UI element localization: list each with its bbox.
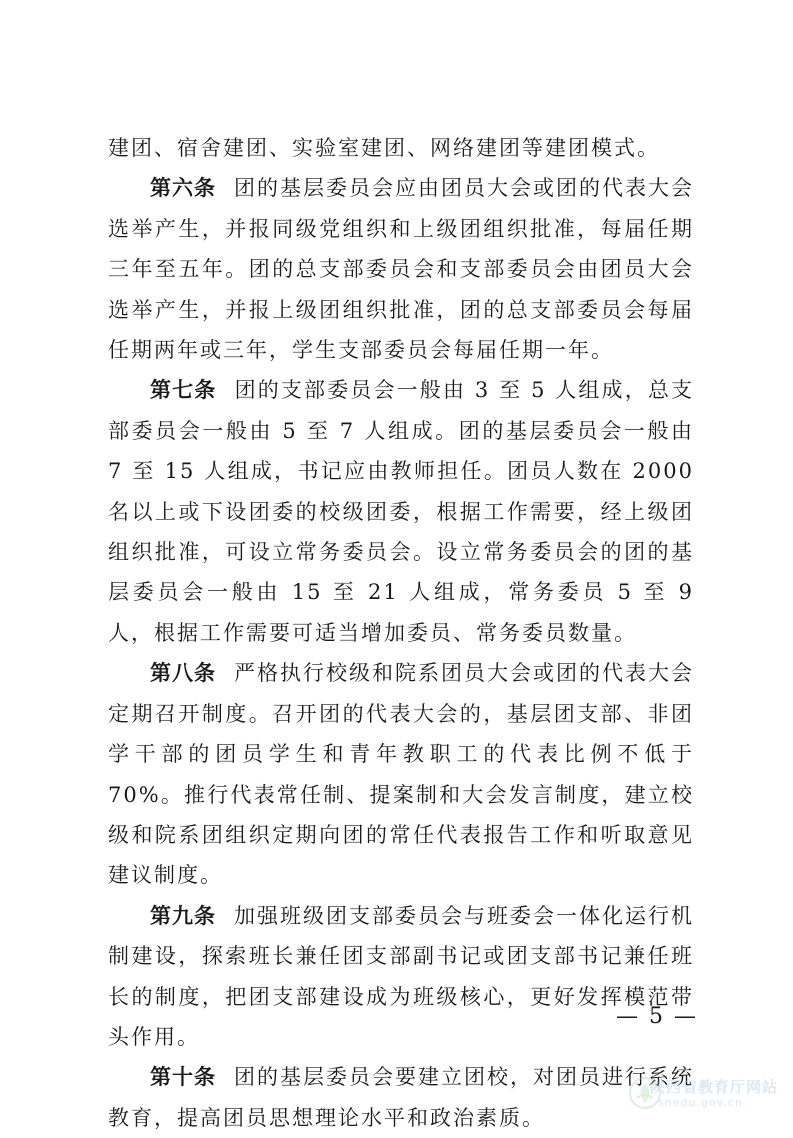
article-7 bbox=[108, 370, 694, 653]
article-label: 第八条 bbox=[150, 660, 216, 686]
article-text: 严格执行校级和院系团员大会或团的代表大会定期召开制度。召开团的代表大会的，基层团支部、非团学干部的团员学生和青年教职工的代表比例不低于 70%。推行代表常任制、提案制和大会发言制度，建立校级和院系团组织定期向团的常任代表报告工作和听取意见建议制度。 bbox=[108, 661, 694, 888]
article-label: 第九条 bbox=[150, 902, 216, 928]
article-label: 第六条 bbox=[150, 175, 216, 201]
article-9 bbox=[108, 896, 694, 1058]
article-label: 第十条 bbox=[150, 1064, 216, 1090]
article-text: 团的基层委员会要建立团校，对团员进行系统教育，提高团员思想理论水平和政治素质。 bbox=[108, 1065, 694, 1130]
watermark-site-name: 陕西省教育厅网站 bbox=[650, 1078, 779, 1096]
article-6 bbox=[108, 168, 694, 370]
site-watermark bbox=[628, 1074, 778, 1114]
watermark-url: snedu.gov.cn bbox=[658, 1096, 743, 1109]
article-label: 第七条 bbox=[150, 377, 217, 403]
article-text: 团的基层委员会应由团员大会或团的代表大会选举产生，并报同级党组织和上级团组织批准，每届任期三年至五年。团的总支部委员会和支部委员会由团员大会选举产生，并报上级团组织批准，团的总支部委员会每届任期两年或三年，学生支部委员会每届任期一年。 bbox=[108, 176, 694, 363]
document-body bbox=[108, 128, 694, 1138]
continuation-paragraph: 建团、宿舍建团、实验室建团、网络建团等建团模式。 bbox=[108, 136, 660, 160]
article-text: 加强班级团支部委员会与班委会一体化运行机制建设，探索班长兼任团支部副书记或团支部书记兼任班长的制度，把团支部建设成为班级核心，更好发挥模范带头作用。 bbox=[108, 903, 694, 1049]
article-10 bbox=[108, 1057, 694, 1138]
page-number: — 5 — bbox=[616, 1004, 698, 1029]
article-text: 团的支部委员会一般由 3 至 5 人组成，总支部委员会一般由 5 至 7 人组成。团的基层委员会一般由 7 至 15 人组成，书记应由教师担任。团员人数在 2000 名以上或下设团委的校级团委，根据工作需要，经上级团组织批准，可设立常务委员会。设立常务委员会的团的基层委员会一般由 15 至 21 人组成，常务委员 5 至 9 人，根据工作需要可适当增加委员、常务委员数量。 bbox=[108, 378, 695, 645]
article-8 bbox=[108, 653, 694, 895]
